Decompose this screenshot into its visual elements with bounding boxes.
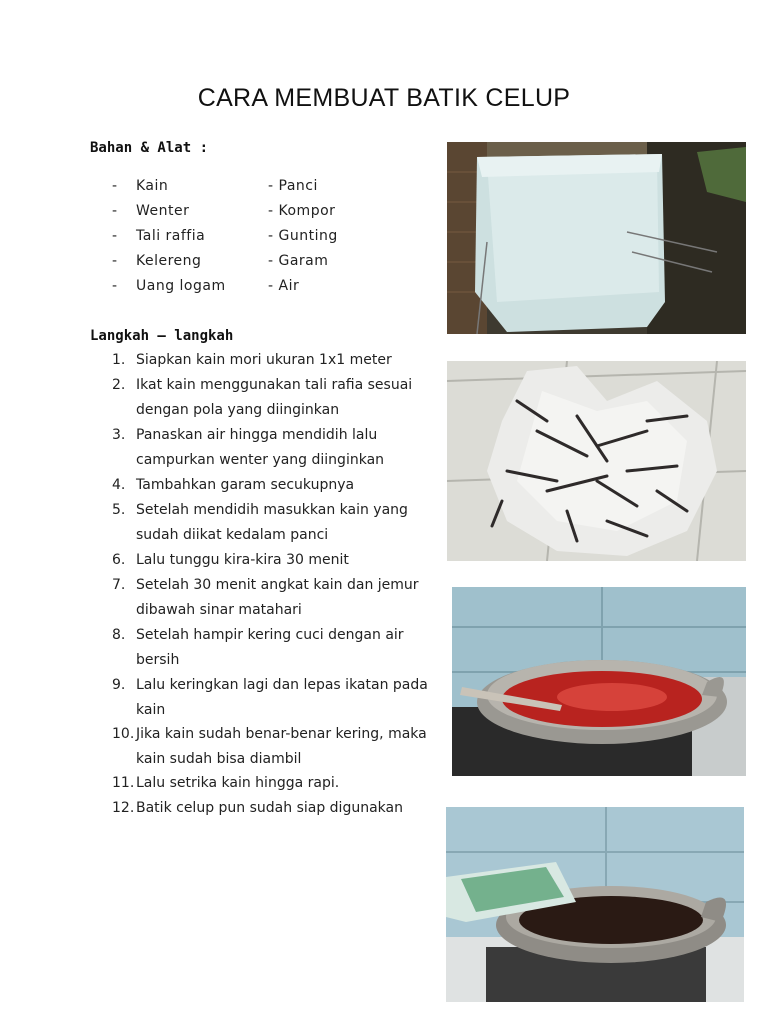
photo-cloth-drying: [447, 142, 746, 334]
steps-heading: Langkah – langkah: [90, 328, 234, 344]
photo-red-dye-pan: [452, 587, 746, 776]
step-number: 7.: [112, 577, 126, 593]
bullet-dash: -: [112, 178, 118, 194]
step-text: Lalu tunggu kira-kira 30 menit: [136, 552, 349, 568]
tool-item: - Gunting: [268, 228, 338, 244]
material-item: Kain: [136, 178, 169, 194]
step-number: 3.: [112, 427, 126, 443]
step-text: Lalu setrika kain hingga rapi.: [136, 775, 340, 791]
material-item: Kelereng: [136, 253, 202, 269]
tool-item: - Air: [268, 278, 300, 294]
step-number: 8.: [112, 627, 126, 643]
bullet-dash: -: [112, 278, 118, 294]
material-item: Wenter: [136, 203, 190, 219]
bullet-dash: -: [112, 253, 118, 269]
tool-item: - Garam: [268, 253, 329, 269]
tool-item: - Kompor: [268, 203, 336, 219]
step-number: 4.: [112, 477, 126, 493]
step-number: 5.: [112, 502, 126, 518]
materials-heading: Bahan & Alat :: [90, 140, 209, 156]
step-text: Setelah 30 menit angkat kain dan jemur dibawah sinar matahari: [136, 577, 419, 618]
step-text: Ikat kain menggunakan tali rafia sesuai dengan pola yang diinginkan: [136, 377, 413, 418]
step-number: 12.: [112, 800, 135, 816]
step-text: Setelah mendidih masukkan kain yang sudah diikat kedalam panci: [136, 502, 408, 543]
step-number: 2.: [112, 377, 126, 393]
step-text: Tambahkan garam secukupnya: [136, 477, 355, 493]
step-number: 1.: [112, 352, 126, 368]
tool-item: - Panci: [268, 178, 318, 194]
photo-tied-cloth: [447, 361, 746, 561]
step-text: Siapkan kain mori ukuran 1x1 meter: [136, 352, 392, 368]
material-item: Tali raffia: [136, 228, 206, 244]
step-text: Setelah hampir kering cuci dengan air bersih: [136, 627, 404, 668]
step-number: 9.: [112, 677, 126, 693]
step-text: Batik celup pun sudah siap digunakan: [136, 800, 403, 816]
step-number: 11.: [112, 775, 135, 791]
step-text: Jika kain sudah benar-benar kering, maka kain sudah bisa diambil: [136, 726, 427, 767]
photo-dark-dye-pan: [446, 807, 744, 1002]
step-text: Lalu keringkan lagi dan lepas ikatan pada kain: [136, 677, 428, 718]
step-number: 6.: [112, 552, 126, 568]
bullet-dash: -: [112, 203, 118, 219]
step-text: Panaskan air hingga mendidih lalu campurkan wenter yang diinginkan: [136, 427, 385, 468]
page-title: CARA MEMBUAT BATIK CELUP: [197, 84, 571, 112]
step-number: 10.: [112, 726, 135, 742]
material-item: Uang logam: [136, 278, 226, 294]
bullet-dash: -: [112, 228, 118, 244]
